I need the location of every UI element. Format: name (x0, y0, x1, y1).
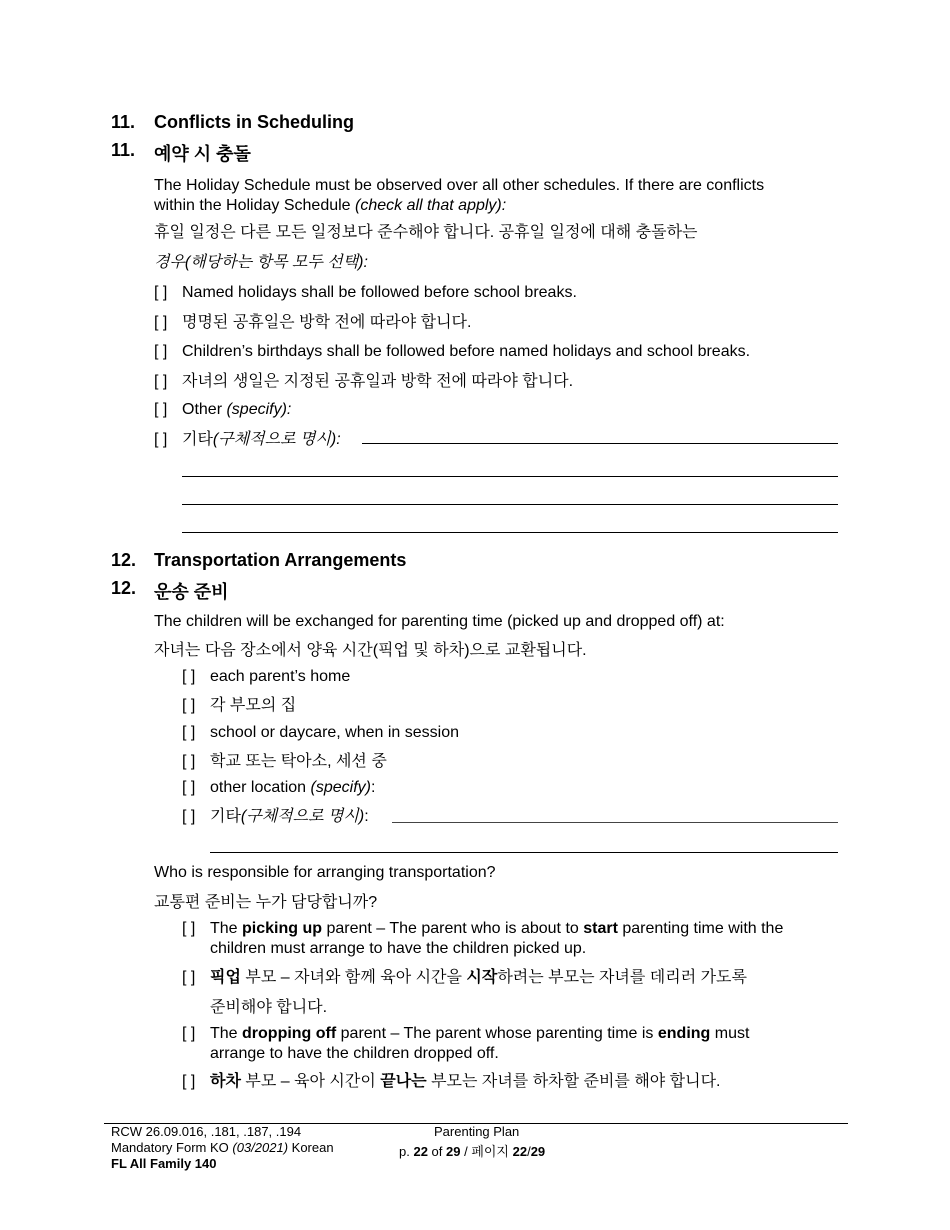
option-other[interactable]: [ ] Other (specify): (154, 401, 292, 418)
resp-picking-up[interactable]: [ ] The picking up parent – The parent who is about to start parenting time with the children must arrange to have the children picked up. (182, 920, 784, 957)
section-11-number: 11. (111, 112, 136, 132)
section-11-intro-ko-1: 휴일 일정은 다른 모든 일정보다 준수해야 합니다. 공휴일 일정에 대해 충돌하는 (154, 224, 698, 241)
other-specify-line-3[interactable] (182, 504, 838, 505)
resp-dropping-off[interactable]: [ ] The dropping off parent – The parent whose parenting time is ending must arrange to have the children dropped off. (182, 1025, 750, 1062)
option-birthdays[interactable]: [ ] Children’s birthdays shall be followed before named holidays and school breaks. (154, 343, 751, 360)
section-11-title: Conflicts in Scheduling (154, 112, 355, 132)
section-11-intro-en: The Holiday Schedule must be observed over all other schedules. If there are conflicts within the Holiday Schedule (check all that apply): (154, 177, 765, 214)
other-specify-line-2[interactable] (182, 476, 838, 477)
section-12-title-ko: 운송 준비 (154, 582, 229, 602)
section-12-title: Transportation Arrangements (154, 550, 407, 570)
option-other-ko[interactable]: [ ] 기타(구체적으로 명시): (154, 431, 341, 448)
who-responsible-ko: 교통편 준비는 누가 담당합니까? (154, 894, 378, 911)
other-specify-line[interactable] (362, 443, 838, 444)
section-11-number-ko: 11. (111, 140, 136, 160)
other-specify-line-4[interactable] (182, 532, 838, 533)
section-12-intro-ko: 자녀는 다음 장소에서 양육 시간(픽업 및 하차)으로 교환됩니다. (154, 642, 587, 659)
resp-dropping-off-ko[interactable]: [ ] 하차 부모 – 육아 시간이 끝나는 부모는 자녀를 하차할 준비를 해야 합니다. (182, 1073, 721, 1090)
location-school-daycare[interactable]: [ ] school or daycare, when in session (182, 724, 460, 741)
option-named-holidays-ko[interactable]: [ ] 명명된 공휴일은 방학 전에 따라야 합니다. (154, 314, 472, 331)
location-specify-line[interactable] (392, 822, 838, 823)
footer-left: RCW 26.09.016, .181, .187, .194 Mandatory Form KO (03/2021) Korean FL All Family 140 (111, 1124, 334, 1171)
location-specify-line-2[interactable] (210, 852, 838, 853)
location-other-ko[interactable]: [ ] 기타(구체적으로 명시): (182, 808, 369, 825)
resp-picking-up-ko[interactable]: [ ] 픽업 부모 – 자녀와 함께 육아 시간을 시작하려는 부모는 자녀를 데리러 가도록 준비해야 합니다. (182, 969, 747, 1016)
section-11-intro-ko-2: 경우(해당하는 항목 모두 선택): (154, 254, 368, 271)
section-11-title-ko: 예약 시 충돌 (154, 144, 251, 164)
footer-page-number: p. 22 of 29 / 페이지 22/29 (399, 1144, 546, 1159)
option-birthdays-ko[interactable]: [ ] 자녀의 생일은 지정된 공휴일과 방학 전에 따라야 합니다. (154, 373, 574, 390)
location-parent-home-ko[interactable]: [ ] 각 부모의 집 (182, 697, 297, 714)
section-12-number: 12. (111, 550, 137, 570)
who-responsible-en: Who is responsible for arranging transportation? (154, 864, 496, 881)
location-parent-home[interactable]: [ ] each parent’s home (182, 668, 351, 685)
footer-doc-title: Parenting Plan (434, 1124, 520, 1139)
section-12-intro-en: The children will be exchanged for parenting time (picked up and dropped off) at: (154, 613, 725, 630)
location-school-daycare-ko[interactable]: [ ] 학교 또는 탁아소, 세션 중 (182, 753, 387, 770)
option-named-holidays[interactable]: [ ] Named holidays shall be followed before school breaks. (154, 284, 577, 301)
location-other[interactable]: [ ] other location (specify): (182, 779, 376, 796)
section-12-number-ko: 12. (111, 578, 137, 598)
